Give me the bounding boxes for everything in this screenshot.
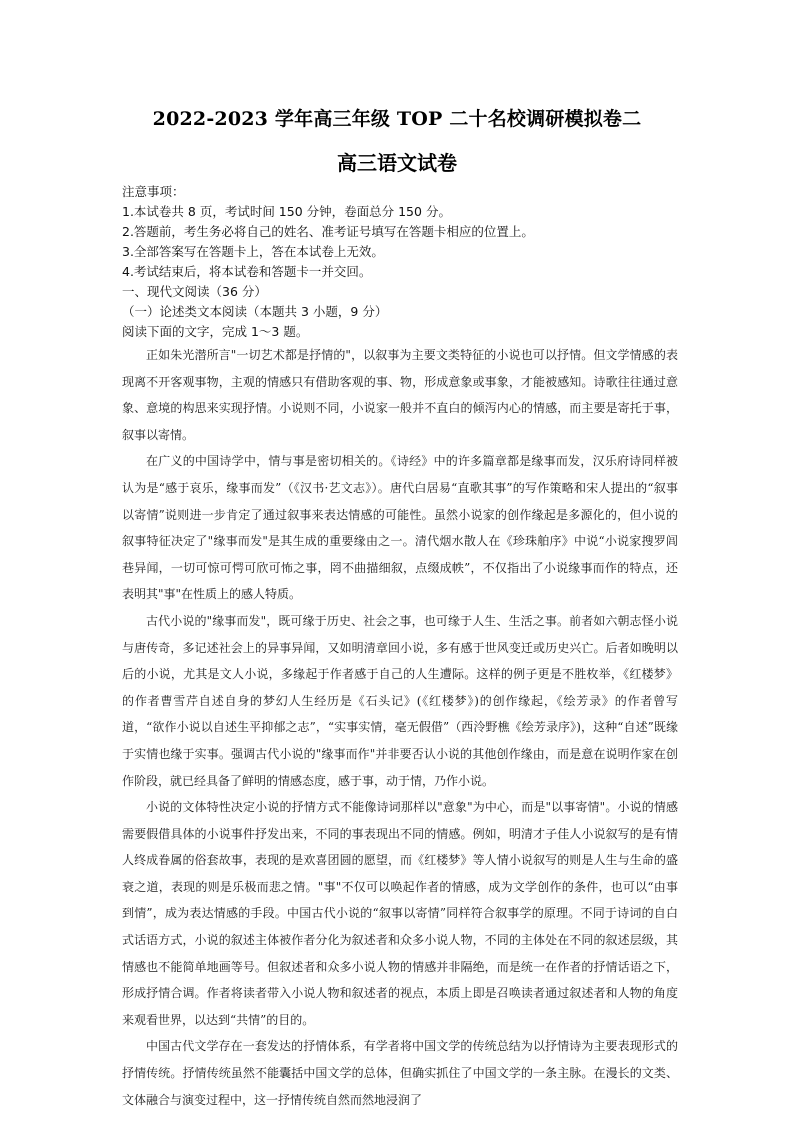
note-item: 1.本试卷共 8 页，考试时间 150 分钟，卷面总分 150 分。: [122, 204, 451, 219]
section-subheading: （一）论述类文本阅读（本题共 3 小题，9 分）: [122, 304, 388, 319]
notes-block: [122, 182, 678, 342]
article-paragraph: 古代小说的"缘事而发"，既可缘于历史、社会之事，也可缘于人生、生活之事。前者如六朝志怪小说与唐传奇，多记述社会上的异事异闻，又如明清章回小说，多有感于世风变迁或历史兴亡。后者如晚明以后的小说，尤其是文人小说，多缘起于作者感于自己的人生遭际。这样的例子更是不胜枚举，《红楼梦》的作者曹雪芹自述自身的梦幻人生经历是《石头记》(《红楼梦》)的创作缘起，《绘芳录》的作者曾写道，“欲作小说以自述生平抑郁之志”，“实事实情，毫无假借”（西泠野樵《绘芳录序》)，这种“自述”既缘于实情也缘于实事。强调古代小说的"缘事而作"并非要否认小说的其他创作缘由，而是意在说明作家在创作阶段，就已经具备了鲜明的情感态度，感于事，动于情，乃作小说。: [122, 613, 678, 788]
section-instruction: 阅读下面的文字，完成 1～3 题。: [122, 324, 309, 339]
exam-subtitle: 高三语文试卷: [337, 151, 457, 175]
article-paragraph: 小说的文体特性决定小说的抒情方式不能像诗词那样以"意象"为中心，而是"以事寄情"。小说的情感需要假借具体的小说事件抒发出来，不同的事表现出不同的情感。例如，明清才子佳人小说叙写的是有情人终成眷属的俗套故事，表现的是欢喜团圆的愿望，而《红楼梦》等人情小说叙写的则是人生与生命的盛衰之道，表现的则是乐极而悲之情。"事"不仅可以唤起作者的情感，成为文学创作的条件，也可以“由事到情”，成为表达情感的手段。中国古代小说的“叙事以寄情”同样符合叙事学的原理。不同于诗词的自白式话语方式，小说的叙述主体被作者分化为叙述者和众多小说人物，不同的主体处在不同的叙述层级，其情感也不能简单地画等号。但叙述者和众多小说人物的情感并非隔绝，而是统一在作者的抒情话语之下，形成抒情合调。作者将读者带入小说人物和叙述者的视点，本质上即是召唤读者通过叙述者和人物的角度来观看世界，以达到“共情”的目的。: [122, 800, 678, 1027]
article-body: [122, 342, 678, 1113]
article-paragraph: 正如朱光潜所言"一切艺术都是抒情的"，以叙事为主要文类特征的小说也可以抒情。但文学情感的表现离不开客观事物，主观的情感只有借助客观的事、物，形成意象或事象，才能被感知。诗歌往往通过意象、意境的构思来实现抒情。小说则不同，小说家一般并不直白的倾泻内心的情感，而主要是寄托于事，叙事以寄情。: [122, 348, 678, 442]
notes-heading: 注意事项：: [122, 184, 185, 199]
note-item: 2.答题前，考生务必将自己的姓名、准考证号填写在答题卡相应的位置上。: [122, 224, 534, 239]
exam-title: 2022-2023 学年高三年级 TOP 二十名校调研模拟卷二: [152, 108, 642, 130]
note-item: 4.考试结束后，将本试卷和答题卡一并交回。: [122, 264, 372, 279]
note-item: 3.全部答案写在答题卡上，答在本试卷上无效。: [122, 244, 384, 259]
section-heading: 一、现代文阅读（36 分）: [122, 284, 267, 299]
article-paragraph: 在广义的中国诗学中，情与事是密切相关的。《诗经》中的许多篇章都是缘事而发，汉乐府诗同样被认为是“感于哀乐，缘事而发”（《汉书·艺文志》）。唐代白居易“直歌其事”的写作策略和宋人提出的“叙事以寄情”说则进一步肯定了通过叙事来表达情感的可能性。虽然小说家的创作缘起是多源化的，但小说的叙事特征决定了"缘事而发"是其生成的重要缘由之一。清代烟水散人在《珍珠舶序》中说“小说家搜罗闾巷异闻，一切可惊可愕可欣可怖之事，罔不曲描细叙，点缀成帙”，不仅指出了小说缘事而作的特点，还表明其"事"在性质上的感人特质。: [122, 454, 678, 602]
article-paragraph: 中国古代文学存在一套发达的抒情体系，有学者将中国文学的传统总结为以抒情诗为主要表现形式的抒情传统。抒情传统虽然不能囊括中国文学的总体，但确实抓住了中国文学的一条主脉。在漫长的文类、文体融合与演变过程中，这一抒情传统自然而然地浸润了: [122, 1039, 678, 1107]
